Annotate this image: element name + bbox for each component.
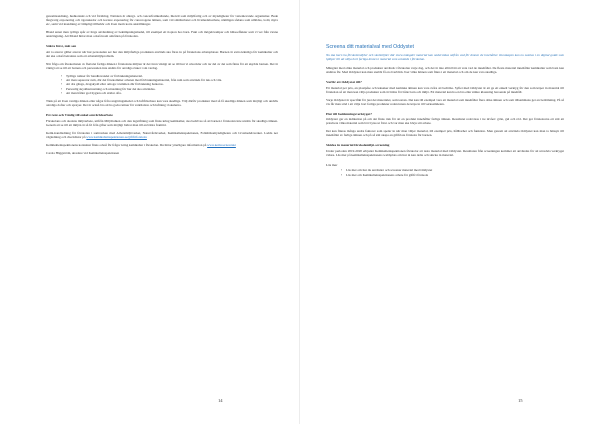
list-item: • Personlig skyddsutrustning och utrustning för hur det ska användas. bbox=[66, 87, 278, 91]
page-number-right: 15 bbox=[518, 398, 523, 403]
read-more-list bbox=[326, 168, 564, 177]
environment-paragraph-2 bbox=[46, 131, 278, 139]
signature: Carola Häggström, utredare vid Kemikalieinspektionen bbox=[46, 151, 120, 156]
section-heading-environment: Ett rent och Vänlig till enkel omvärldsarbete bbox=[46, 113, 113, 118]
kemi-guide-link[interactable]: www.kemikalieinspektionen.se/giftfriforskola bbox=[86, 134, 147, 139]
section-heading-tool: Hur till bedömningsverktyget? bbox=[326, 111, 373, 116]
intro-paragraph-2: Bland annat men tydliga spår av höga användning av bekämpningsmedel, till exempel ett tiopton hos barn. Fukt och mögelsvampar och hälsoeffekter som vi vet från vuxna ansträngning. Att Ibland hittar man också inom områden på förskolan. bbox=[46, 30, 278, 39]
kemi-contact-link[interactable]: www.kemi.se/kontakt bbox=[207, 143, 236, 147]
right-page bbox=[300, 0, 600, 424]
safety-paragraph-2: När fråga om förekomsten av flertalet farliga ämnen i förskolans miljöer är det även viktigt att se till hur vi utvecklar och tar del av det som finns för att skydda barnen. Det är viktigt att se till att barnen och personalen inte utsätts för onödiga risker i sin vardag. bbox=[46, 61, 278, 70]
list-item: • Att dra gänga, dragskydd eller omoga i rummen där förbrukning hanteras. bbox=[66, 82, 278, 86]
article-paragraph-1: Mängder med olika material och produkter används i förskolan varje dag, och det är inte alltid lätt att veta vad de innehåller. De flesta material innehåller kemikalier som barn kan utsättas för. Med Oddystet kan man snabbt få en överblick över vilka ämnen som finns i ett material och om de kan vara skadliga. bbox=[326, 66, 564, 75]
list-item: • Att man separerar rum, där det förekommer arbeten med förbrukningsmaterial, från rum som används för lek och vila. bbox=[66, 78, 278, 82]
environment-paragraph-3-text: Kemikalieinspektionens kontakter finns också för frågor kring kemikalier i förskolan. Du hittar ytterligare information på bbox=[46, 143, 208, 147]
environment-paragraph-2-text: Kemi-handledning för förskolan i samverkan med Arbetsmiljöverket, Naturvårdsverket, Kemikalieinspektionen, Folkhälsomyndigheten och Livsmedelsverket. Ladda ner vägledning och checklistor på bbox=[46, 130, 278, 139]
article-title: Screena ditt materialval med Oddystet bbox=[326, 44, 414, 50]
screening-paragraph: Under perioden 2019-2020 erbjuder Kemikalieinspektionen förskolor att testa material med Oddystet. Resultaten från screeningen kommer att användas för att utveckla verktyget vidare. Läs mer på kemikalieinspektionens webbplats om hur ni kan delta och skicka in material. bbox=[326, 148, 564, 157]
list-item: • Tydliga rutiner för handhavandet av förbrukningsmaterial. bbox=[66, 74, 278, 78]
why-paragraph-1: Ett material per pris, en plastpåse och leksaker med kemiska ämnen kan vara svåra att bedöma. Syftet med Oddystet är att ge ett enkelt verktyg för den som köper in material till förskolan så att man kan välja produkter som är bättre för både barn och miljö. Ett material kan ha en bra eller sämre klassning beroende på innehåll. bbox=[326, 85, 564, 94]
why-paragraph-2: Varje Oddystet är specifikt för just det materialet, som testats. Det kan till exempel vara ett material som innehåller flera olika ämnen och som tillsammans ger en bedömning. På så vis får man stöd i att välja bort farliga produkter redan innan de köps in till verksamheten. bbox=[326, 97, 564, 106]
safety-paragraph-1: Att ta ansvar gäller ansvar när hur personalen ser hur den miljöfarliga produkten används ska föras in på förskolans arbetsplatser. Barnen är extra känsliga för kemikalier och det ska också betraktas som ett arbetsmiljöproblem. bbox=[46, 49, 278, 58]
section-heading-screening: Skicka in material förskolemiljö-screening bbox=[326, 143, 390, 148]
article-ingress: Nu ska barn ha förskolemiljöer och skolmiljöer där stora mängder material kan undersökas utifrån vad för ämnen de innehåller. Kunskapen kan nu samlas i en digital guide som hjälper till att välja bort farliga ämnen i material som används i förskolan. bbox=[326, 53, 564, 62]
tool-paragraph-2: Det kan finnas många andra faktorer som spelar in när man väljer material, till exempel pris, hållbarhet och funktion. Men genom att använda Oddystet kan man ta hänsyn till innehållet av farliga ämnen och på så sätt skapa en giftfriare förskola för barnen. bbox=[326, 129, 564, 138]
intro-paragraph-1: genomisandning, hudkontakt och vid förtäring. Nattalen är allergi- och cancerframkallande, likaväl som miljöfarlig och av myndigheter för vattenlevande organismer. Bade långvarig exponering och ögonskador och kortare exponering för cancerogena ämnen, som vid smältarbetet och livsmedelsarbete, nämligen sådana som utbildas, lodd, myra etc, samt vid inandning av lämpligt tillbehör och även inom korta anställningar. bbox=[46, 14, 278, 27]
section-heading-why: Varför ett Oddystet till? bbox=[326, 80, 362, 85]
safety-bullet-list bbox=[46, 74, 278, 95]
page-number-left: 14 bbox=[218, 398, 223, 403]
tool-paragraph-1: Oddystet ger en indikation på om det finns risk för att en produkt innehåller farliga ämnen. Resultatet redovisas i tre nivåer: grön, gul och röd. Det ger förskolorna ett sätt att prioritera vilka material som bör bytas ut först och var man ska börja sitt arbete. bbox=[326, 117, 564, 126]
environment-paragraph-3 bbox=[46, 143, 278, 147]
section-heading-safety: Säkra först, mät sen bbox=[46, 44, 77, 49]
list-item[interactable]: • Läs mer om hur du använder och screenar material med Oddystet bbox=[346, 168, 564, 172]
list-item: • Att man håller god hygien och städar ofta. bbox=[66, 91, 278, 95]
list-item[interactable]: • Läs mer om Kemikalieinspektionens arbete för giftfri förskola bbox=[346, 173, 564, 177]
environment-paragraph-1: Förskolans och skolans miljöarbete, utifrån Miljöbalken och den lagstiftning som finns kring kemikalier, ska bedrivas så att barnen i förskolan inte utsätts för skadliga ämnen. Genom att se till att miljön är så fri från gifter som möjligt bidrar man till en bättre framtid. bbox=[46, 118, 278, 127]
read-more-heading: Läs mer bbox=[326, 162, 338, 167]
safety-paragraph-3: Tänk på att även vanliga ämnen eller något från rengöringsmedel och luftfräschare kan vara skadliga. Välj därför produkter med så få skadliga ämnen som möjligt och undvik onödiga dofter och sprayer. Det är också bra att ha goda rutiner för ventilation och luftning i lokalerna. bbox=[46, 99, 278, 108]
